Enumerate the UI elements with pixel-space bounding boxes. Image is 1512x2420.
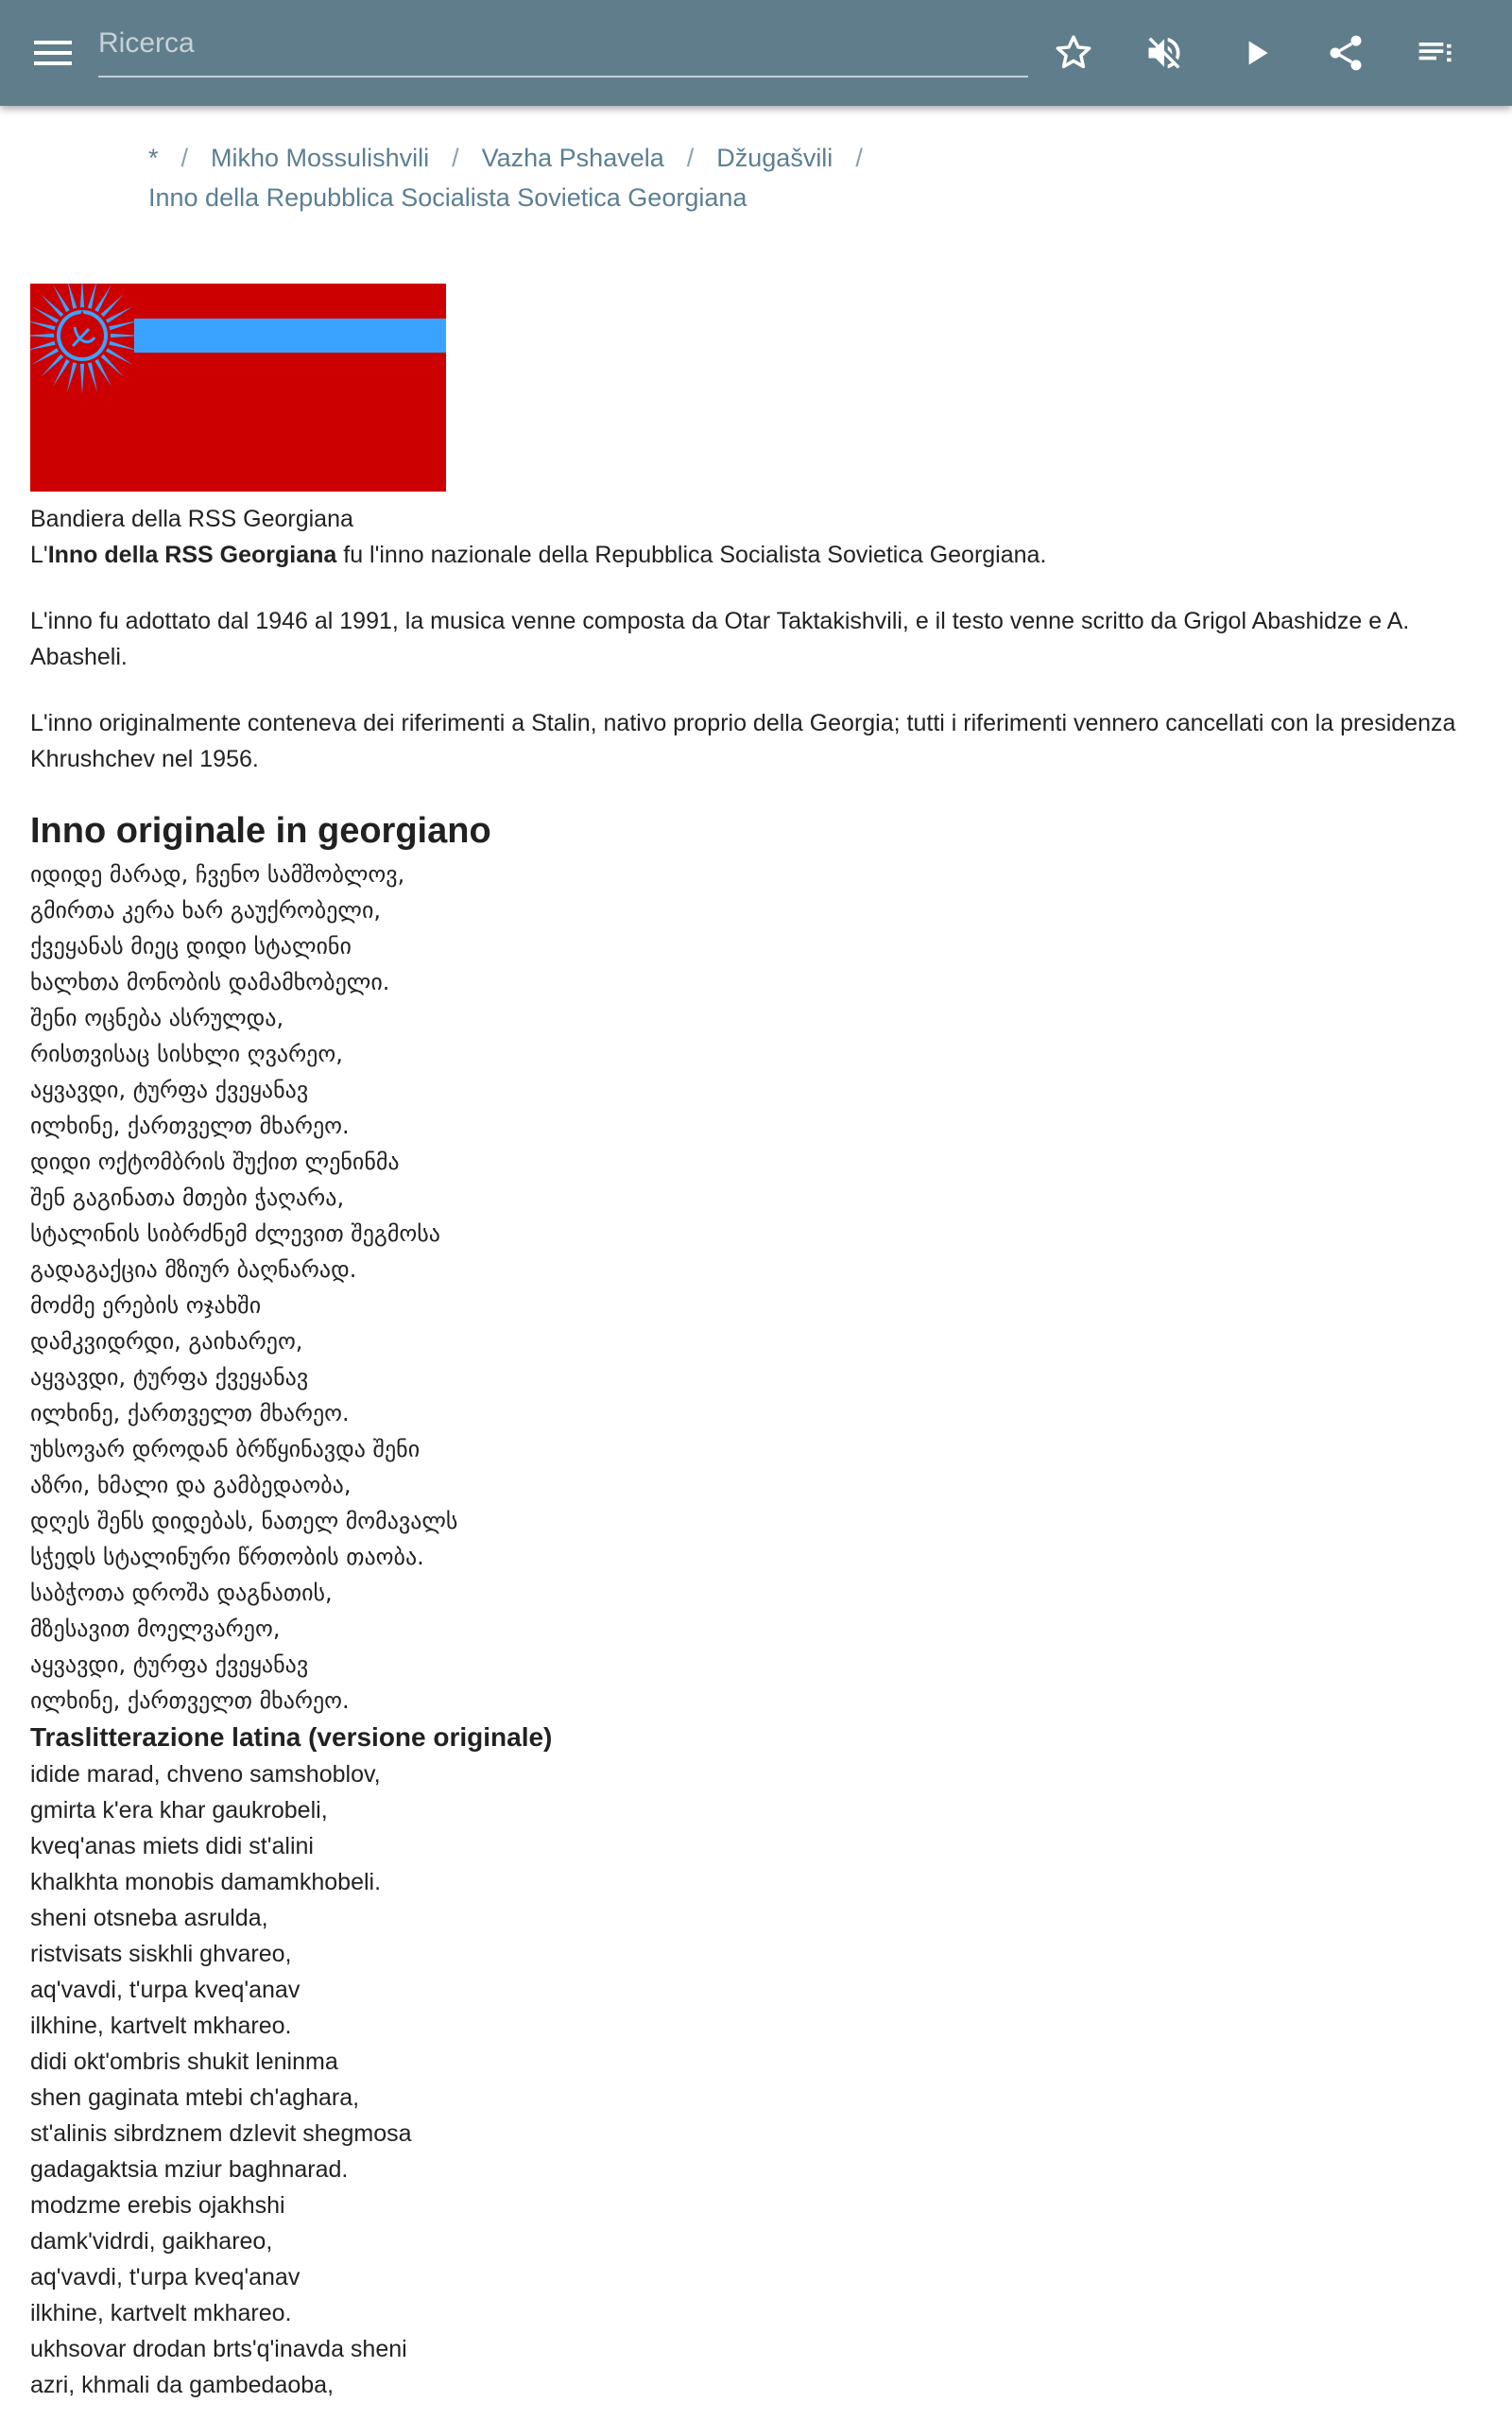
flag-image[interactable]: [30, 284, 446, 492]
lyric-line: ilkhine, kartvelt mkhareo.: [30, 2300, 292, 2326]
lyric-line: shen gaginata mtebi ch'aghara,: [30, 2084, 360, 2111]
lyric-line: ილხინე, ქართველთ მხარეო.: [30, 1400, 350, 1426]
intro-text: fu l'inno nazionale della Repubblica Socialista Sovietica Georgiana.: [336, 542, 1047, 568]
flag-caption: Bandiera della RSS Georgiana: [30, 506, 353, 532]
stalin-paragraph: L'inno originalmente conteneva dei riferimenti a Stalin, nativo proprio della Georgia; tutti i riferimenti vennero cancellati con la presidenza Khrushchev nel 1956.: [30, 710, 1456, 772]
menu-icon: [34, 39, 72, 67]
lyric-line: didi okt'ombris shukit leninma: [30, 2048, 338, 2075]
lyric-line: aq'vavdi, t'urpa kveq'anav: [30, 2264, 301, 2290]
bookmark-button[interactable]: [1045, 25, 1102, 81]
breadcrumb-item-dzugasvili[interactable]: Džugašvili: [716, 144, 833, 172]
lyric-line: khalkhta monobis damamkhobeli.: [30, 1869, 382, 1895]
breadcrumb-item-pshavela[interactable]: Vazha Pshavela: [481, 144, 664, 172]
mute-button[interactable]: [1136, 25, 1193, 81]
latin-lyrics: [30, 1756, 1486, 2403]
lyric-line: ხალხთა მონობის დამამხობელი.: [30, 969, 390, 995]
playlist-button[interactable]: [1408, 25, 1465, 81]
lyric-line: gadagaktsia mziur baghnarad.: [30, 2156, 349, 2183]
playlist-icon: [1416, 32, 1457, 74]
menu-button[interactable]: [23, 28, 83, 78]
search-field: [98, 21, 1028, 78]
breadcrumb-separator: /: [686, 144, 695, 172]
lyric-line: საბჭოთა დროშა დაგნათის,: [30, 1580, 333, 1606]
lyric-line: sheni otsneba asrulda,: [30, 1905, 268, 1931]
intro-bold-title: Inno della RSS Georgiana: [47, 542, 337, 568]
lyric-line: მზესავით მოელვარეო,: [30, 1616, 281, 1642]
georgian-lyrics: [30, 856, 1486, 1719]
lyric-line: azri, khmali da gambedaoba,: [30, 2372, 335, 2398]
lyric-line: აზრი, ხმალი და გამბედაობა,: [30, 1472, 352, 1498]
share-button[interactable]: [1317, 25, 1374, 81]
lyric-line: modzme erebis ojakhshi: [30, 2192, 285, 2219]
lyric-line: ristvisats siskhli ghvareo,: [30, 1941, 292, 1967]
lyric-line: მოძმე ერების ოჯახში: [30, 1292, 262, 1319]
breadcrumb-separator: /: [452, 144, 459, 172]
breadcrumb-item-home[interactable]: *: [148, 144, 159, 172]
volume-off-icon: [1143, 32, 1185, 74]
app-bar: [0, 0, 1512, 106]
lyric-line: შენი ოცნება ასრულდა,: [30, 1005, 284, 1031]
lyric-line: აყვავდი, ტურფა ქვეყანავ: [30, 1651, 309, 1678]
lyric-line: გმირთა კერა ხარ გაუქრობელი,: [30, 897, 382, 924]
lyric-line: დამკვიდრდი, გაიხარეო,: [30, 1328, 303, 1355]
lyric-line: დიდი ოქტომბრის შუქით ლენინმა: [30, 1149, 400, 1175]
lyric-line: gmirta k'era khar gaukrobeli,: [30, 1797, 328, 1824]
lyric-line: დღეს შენს დიდებას, ნათელ მომავალს: [30, 1508, 458, 1534]
lyric-line: damk'vidrdi, gaikhareo,: [30, 2228, 273, 2255]
lyric-line: kveq'anas miets didi st'alini: [30, 1833, 314, 1859]
lyric-line: გადაგაქცია მზიურ ბაღნარად.: [30, 1256, 357, 1283]
play-button[interactable]: [1228, 25, 1285, 81]
lyric-line: ilkhine, kartvelt mkhareo.: [30, 2013, 292, 2039]
breadcrumb-item-mossulishvili[interactable]: Mikho Mossulishvili: [211, 144, 430, 172]
lyric-line: იდიდე მარად, ჩვენო სამშობლოვ,: [30, 861, 405, 888]
lyric-line: რისთვისაც სისხლი ღვარეო,: [30, 1041, 343, 1067]
lyric-line: სჭედს სტალინური წრთობის თაობა.: [30, 1544, 424, 1570]
play-icon: [1238, 34, 1276, 72]
search-input[interactable]: [98, 21, 1028, 76]
lyric-line: შენ გაგინათა მთები ჭაღარა,: [30, 1184, 345, 1211]
share-icon: [1325, 32, 1366, 74]
intro-prefix: L': [30, 542, 48, 568]
lyric-line: ილხინე, ქართველთ მხარეო.: [30, 1687, 350, 1714]
breadcrumb: [148, 138, 1377, 217]
article-body: [30, 501, 1486, 2403]
lyric-line: უხსოვარ დროდან ბრწყინავდა შენი: [30, 1436, 421, 1462]
heading-transliteration: Traslitterazione latina (versione originale): [30, 1722, 553, 1752]
breadcrumb-item-current[interactable]: Inno della Repubblica Socialista Sovietica Georgiana: [148, 183, 747, 212]
history-paragraph: L'inno fu adottato dal 1946 al 1991, la musica venne composta da Otar Taktakishvili, e il testo venne scritto da Grigol Abashidze e A. Abasheli.: [30, 608, 1410, 670]
lyric-line: ukhsovar drodan brts'q'inavda sheni: [30, 2336, 407, 2362]
lyric-line: idide marad, chveno samshoblov,: [30, 1761, 381, 1788]
breadcrumb-separator: /: [855, 144, 863, 172]
lyric-line: აყვავდი, ტურფა ქვეყანავ: [30, 1077, 309, 1103]
lyric-line: aq'vavdi, t'urpa kveq'anav: [30, 1977, 301, 2003]
breadcrumb-separator: /: [180, 144, 189, 172]
lyric-line: st'alinis sibrdznem dzlevit shegmosa: [30, 2120, 412, 2147]
lyric-line: ქვეყანას მიეც დიდი სტალინი: [30, 933, 352, 959]
lyric-line: აყვავდი, ტურფა ქვეყანავ: [30, 1364, 309, 1391]
star-outline-icon: [1053, 32, 1094, 74]
intro-paragraph: [30, 537, 1486, 573]
lyric-line: სტალინის სიბრძნემ ძლევით შეგმოსა: [30, 1220, 440, 1247]
article-content: [0, 106, 1512, 2420]
lyric-line: ილხინე, ქართველთ მხარეო.: [30, 1113, 350, 1139]
heading-original-anthem: Inno originale in georgiano: [30, 811, 491, 851]
